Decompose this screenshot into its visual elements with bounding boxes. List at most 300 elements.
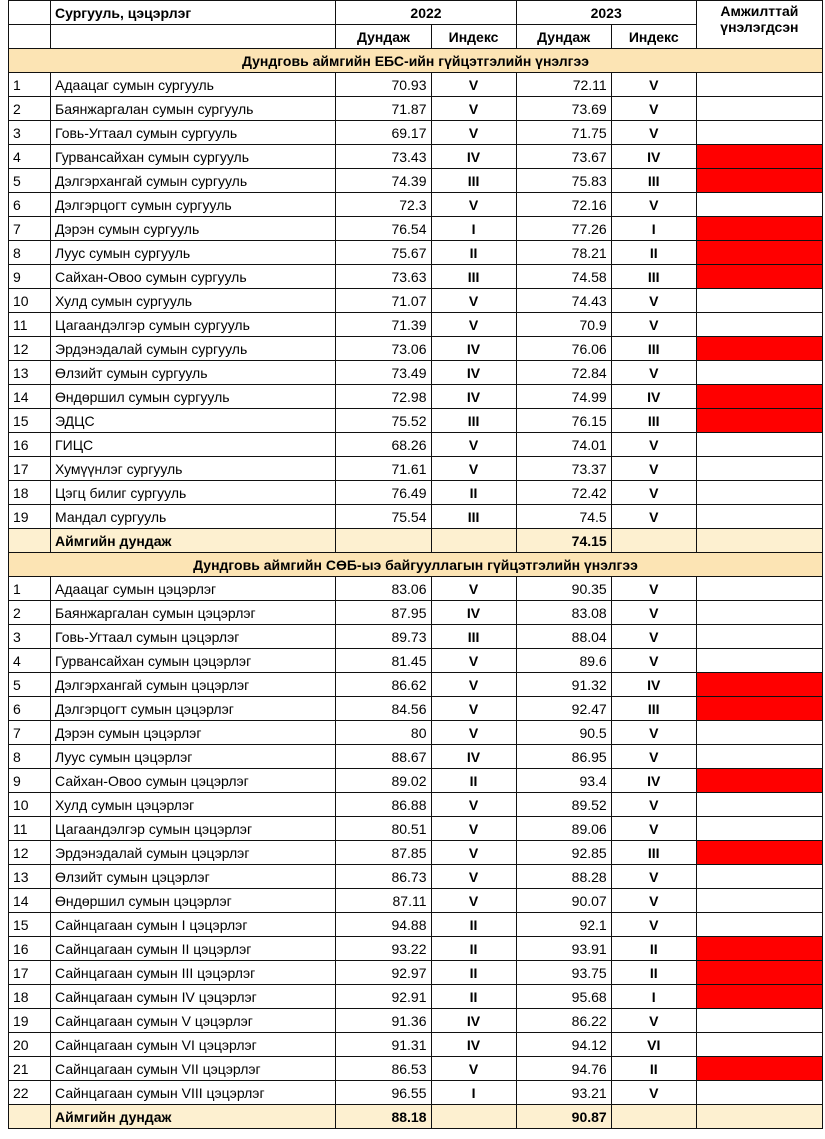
index-2022: III	[431, 625, 516, 649]
index-2023: II	[611, 937, 696, 961]
success-marker	[696, 145, 822, 169]
row-number: 15	[9, 409, 51, 433]
avg-2022: 93.22	[336, 937, 431, 961]
row-number: 22	[9, 1081, 51, 1105]
school-name: Баянжаргалан сумын сургууль	[51, 97, 336, 121]
avg-2023: 88.28	[516, 865, 611, 889]
row-number: 20	[9, 1033, 51, 1057]
row-number: 7	[9, 721, 51, 745]
index-2023: IV	[611, 145, 696, 169]
success-marker	[696, 409, 822, 433]
index-2023: V	[611, 481, 696, 505]
success-marker	[696, 1057, 822, 1081]
success-marker	[696, 97, 822, 121]
row-number: 19	[9, 505, 51, 529]
school-name: Хумүүнлэг сургууль	[51, 457, 336, 481]
row-number: 11	[9, 817, 51, 841]
row-number: 13	[9, 865, 51, 889]
avg-2022: 86.62	[336, 673, 431, 697]
header-empty-cell	[51, 25, 336, 49]
row-number: 15	[9, 913, 51, 937]
row-number: 19	[9, 1009, 51, 1033]
row-number: 10	[9, 289, 51, 313]
section-title: Дундговь аймгийн ЕБС-ийн гүйцэтгэлийн үнэлгээ	[9, 49, 823, 73]
index-2022: V	[431, 697, 516, 721]
school-name: Адаацаг сумын цэцэрлэг	[51, 577, 336, 601]
row-number: 8	[9, 745, 51, 769]
row-number: 16	[9, 433, 51, 457]
table-row	[9, 313, 823, 337]
row-number: 12	[9, 337, 51, 361]
avg-2022: 87.95	[336, 601, 431, 625]
row-number: 6	[9, 193, 51, 217]
avg-2023: 88.04	[516, 625, 611, 649]
avg-2022: 86.53	[336, 1057, 431, 1081]
school-name: Баянжаргалан сумын цэцэрлэг	[51, 601, 336, 625]
success-marker	[696, 601, 822, 625]
success-marker	[696, 673, 822, 697]
success-marker	[696, 457, 822, 481]
table-row	[9, 1081, 823, 1105]
aimag-average-row	[9, 529, 823, 553]
index-2023: V	[611, 913, 696, 937]
row-number: 4	[9, 649, 51, 673]
table-row	[9, 793, 823, 817]
success-marker	[696, 337, 822, 361]
avg-num-cell	[9, 529, 51, 553]
row-number: 9	[9, 265, 51, 289]
avg-2023: 76.06	[516, 337, 611, 361]
school-name: Хулд сумын цэцэрлэг	[51, 793, 336, 817]
table-row	[9, 433, 823, 457]
school-name: Сайнцагаан сумын I цэцэрлэг	[51, 913, 336, 937]
index-2023: V	[611, 1081, 696, 1105]
avg-success-cell	[696, 529, 822, 553]
school-name: Сайнцагаан сумын IV цэцэрлэг	[51, 985, 336, 1009]
table-row	[9, 625, 823, 649]
avg-2022: 71.61	[336, 457, 431, 481]
index-2022: V	[431, 457, 516, 481]
row-number: 18	[9, 481, 51, 505]
school-name: Өндөршил сумын цэцэрлэг	[51, 889, 336, 913]
index-2022: V	[431, 889, 516, 913]
index-2023: III	[611, 337, 696, 361]
avg-2022: 88.67	[336, 745, 431, 769]
index-2023: V	[611, 193, 696, 217]
index-2022: V	[431, 577, 516, 601]
table-row	[9, 697, 823, 721]
avg-2023: 73.37	[516, 457, 611, 481]
avg-2023: 93.4	[516, 769, 611, 793]
avg-2022: 86.88	[336, 793, 431, 817]
index-2022: II	[431, 241, 516, 265]
index-2023: II	[611, 961, 696, 985]
success-marker	[696, 913, 822, 937]
index-2022: II	[431, 769, 516, 793]
success-marker	[696, 745, 822, 769]
index-2022: V	[431, 793, 516, 817]
row-number: 1	[9, 577, 51, 601]
avg-2022: 86.73	[336, 865, 431, 889]
index-2022: V	[431, 673, 516, 697]
header-row-years	[9, 1, 823, 25]
avg-2023: 71.75	[516, 121, 611, 145]
index-2022: V	[431, 721, 516, 745]
table-row	[9, 97, 823, 121]
table-row	[9, 889, 823, 913]
avg-label: Аймгийн дундаж	[51, 529, 336, 553]
row-number: 17	[9, 961, 51, 985]
table-row	[9, 577, 823, 601]
index-2023: IV	[611, 769, 696, 793]
school-name: Цагаандэлгэр сумын цэцэрлэг	[51, 817, 336, 841]
avg-2023: 74.99	[516, 385, 611, 409]
row-number: 21	[9, 1057, 51, 1081]
index-2022: IV	[431, 745, 516, 769]
header-year-2022: 2022	[336, 1, 516, 25]
index-2023: V	[611, 1009, 696, 1033]
table-row	[9, 865, 823, 889]
school-name: Цагаандэлгэр сумын сургууль	[51, 313, 336, 337]
avg-2023: 92.47	[516, 697, 611, 721]
school-name: Гурвансайхан сумын сургууль	[51, 145, 336, 169]
avg-2023: 72.84	[516, 361, 611, 385]
index-2022: V	[431, 193, 516, 217]
school-name: Дэлгэрхангай сумын цэцэрлэг	[51, 673, 336, 697]
avg-2023: 74.5	[516, 505, 611, 529]
table-row	[9, 169, 823, 193]
table-row	[9, 721, 823, 745]
school-name: Луус сумын сургууль	[51, 241, 336, 265]
avg-2022: 75.67	[336, 241, 431, 265]
success-marker	[696, 265, 822, 289]
avg-2022: 89.73	[336, 625, 431, 649]
avg-total-2023: 90.87	[516, 1105, 611, 1129]
avg-2022: 72.3	[336, 193, 431, 217]
school-name: Сайнцагаан сумын VIII цэцэрлэг	[51, 1081, 336, 1105]
index-2022: V	[431, 121, 516, 145]
avg-2023: 74.58	[516, 265, 611, 289]
avg-2022: 73.06	[336, 337, 431, 361]
row-number: 11	[9, 313, 51, 337]
avg-2023: 72.16	[516, 193, 611, 217]
avg-2022: 81.45	[336, 649, 431, 673]
avg-2023: 77.26	[516, 217, 611, 241]
success-marker	[696, 697, 822, 721]
table-row	[9, 1009, 823, 1033]
success-marker	[696, 577, 822, 601]
avg-2022: 94.88	[336, 913, 431, 937]
avg-2022: 91.31	[336, 1033, 431, 1057]
avg-success-cell	[696, 1105, 822, 1129]
index-2023: IV	[611, 385, 696, 409]
index-2023: III	[611, 697, 696, 721]
school-name: Өлзийт сумын цэцэрлэг	[51, 865, 336, 889]
success-marker	[696, 721, 822, 745]
avg-2023: 91.32	[516, 673, 611, 697]
index-2022: IV	[431, 1009, 516, 1033]
table-row	[9, 241, 823, 265]
row-number: 16	[9, 937, 51, 961]
avg-2022: 80	[336, 721, 431, 745]
table-row	[9, 217, 823, 241]
success-marker	[696, 625, 822, 649]
index-2023: III	[611, 841, 696, 865]
table-row	[9, 769, 823, 793]
index-2022: II	[431, 961, 516, 985]
index-2023: V	[611, 889, 696, 913]
school-name: Цэгц билиг сургууль	[51, 481, 336, 505]
index-2022: IV	[431, 337, 516, 361]
index-2023: II	[611, 241, 696, 265]
table-row	[9, 649, 823, 673]
school-name: Говь-Угтаал сумын цэцэрлэг	[51, 625, 336, 649]
section-header-row	[9, 49, 823, 73]
school-name: Сайхан-Овоо сумын сургууль	[51, 265, 336, 289]
success-marker	[696, 1081, 822, 1105]
table-row	[9, 121, 823, 145]
success-marker	[696, 193, 822, 217]
index-2023: III	[611, 409, 696, 433]
index-2023: III	[611, 265, 696, 289]
school-name: Дэрэн сумын сургууль	[51, 217, 336, 241]
index-2022: IV	[431, 361, 516, 385]
header-index-2022: Индекс	[431, 25, 516, 49]
table-row	[9, 385, 823, 409]
success-marker	[696, 313, 822, 337]
row-number: 1	[9, 73, 51, 97]
avg-2023: 93.75	[516, 961, 611, 985]
index-2022: V	[431, 817, 516, 841]
table-row	[9, 937, 823, 961]
avg-total-2022: 88.18	[336, 1105, 431, 1129]
table-row	[9, 505, 823, 529]
row-number: 13	[9, 361, 51, 385]
avg-2023: 86.95	[516, 745, 611, 769]
row-number: 6	[9, 697, 51, 721]
avg-2022: 87.85	[336, 841, 431, 865]
avg-total-2023: 74.15	[516, 529, 611, 553]
avg-2022: 73.63	[336, 265, 431, 289]
avg-2023: 89.6	[516, 649, 611, 673]
success-marker	[696, 793, 822, 817]
index-2022: V	[431, 289, 516, 313]
index-2022: III	[431, 169, 516, 193]
index-2023: II	[611, 1057, 696, 1081]
index-2023: V	[611, 289, 696, 313]
avg-2023: 95.68	[516, 985, 611, 1009]
table-row	[9, 745, 823, 769]
avg-2022: 73.49	[336, 361, 431, 385]
row-number: 4	[9, 145, 51, 169]
header-empty-cell	[9, 25, 51, 49]
row-number: 17	[9, 457, 51, 481]
index-2023: V	[611, 121, 696, 145]
school-name: Өлзийт сумын сургууль	[51, 361, 336, 385]
success-marker	[696, 937, 822, 961]
success-marker	[696, 961, 822, 985]
header-avg-2022: Дундаж	[336, 25, 431, 49]
index-2022: I	[431, 1081, 516, 1105]
index-2022: V	[431, 1057, 516, 1081]
index-2023: V	[611, 433, 696, 457]
header-index-2023: Индекс	[611, 25, 696, 49]
avg-2023: 92.1	[516, 913, 611, 937]
index-2022: IV	[431, 145, 516, 169]
avg-2023: 73.69	[516, 97, 611, 121]
index-2023: I	[611, 217, 696, 241]
row-number: 2	[9, 601, 51, 625]
avg-2022: 91.36	[336, 1009, 431, 1033]
index-2023: V	[611, 73, 696, 97]
school-name: Мандал сургууль	[51, 505, 336, 529]
row-number: 12	[9, 841, 51, 865]
success-marker	[696, 817, 822, 841]
table-row	[9, 601, 823, 625]
school-name: ЭДЦС	[51, 409, 336, 433]
avg-2022: 83.06	[336, 577, 431, 601]
avg-2022: 89.02	[336, 769, 431, 793]
index-2022: IV	[431, 601, 516, 625]
avg-index-2023	[611, 1105, 696, 1129]
table-row	[9, 289, 823, 313]
aimag-average-row	[9, 1105, 823, 1129]
table-row	[9, 817, 823, 841]
avg-2022: 69.17	[336, 121, 431, 145]
avg-2023: 72.11	[516, 73, 611, 97]
table-row	[9, 1057, 823, 1081]
row-number: 9	[9, 769, 51, 793]
index-2023: V	[611, 865, 696, 889]
index-2022: V	[431, 841, 516, 865]
avg-2023: 78.21	[516, 241, 611, 265]
index-2023: V	[611, 505, 696, 529]
table-row	[9, 841, 823, 865]
avg-2022: 71.07	[336, 289, 431, 313]
avg-2022: 84.56	[336, 697, 431, 721]
avg-2023: 73.67	[516, 145, 611, 169]
school-name: Сайнцагаан сумын III цэцэрлэг	[51, 961, 336, 985]
success-marker	[696, 169, 822, 193]
index-2022: V	[431, 313, 516, 337]
success-marker	[696, 1009, 822, 1033]
success-marker	[696, 433, 822, 457]
school-name: Эрдэнэдалай сумын цэцэрлэг	[51, 841, 336, 865]
row-number: 3	[9, 121, 51, 145]
avg-2023: 90.35	[516, 577, 611, 601]
success-marker	[696, 769, 822, 793]
header-num-cell	[9, 1, 51, 25]
success-marker	[696, 217, 822, 241]
row-number: 5	[9, 673, 51, 697]
avg-2022: 72.98	[336, 385, 431, 409]
avg-2023: 89.52	[516, 793, 611, 817]
row-number: 3	[9, 625, 51, 649]
table-row	[9, 409, 823, 433]
school-name: Дэлгэрцогт сумын цэцэрлэг	[51, 697, 336, 721]
avg-2023: 94.12	[516, 1033, 611, 1057]
school-name: Луус сумын цэцэрлэг	[51, 745, 336, 769]
avg-2022: 92.91	[336, 985, 431, 1009]
avg-2023: 74.43	[516, 289, 611, 313]
avg-2022: 76.49	[336, 481, 431, 505]
evaluation-table	[8, 0, 823, 1129]
index-2022: II	[431, 937, 516, 961]
avg-index-2022	[431, 1105, 516, 1129]
avg-2022: 87.11	[336, 889, 431, 913]
success-marker	[696, 289, 822, 313]
success-marker	[696, 649, 822, 673]
school-name: Дэлгэрцогт сумын сургууль	[51, 193, 336, 217]
avg-2023: 74.01	[516, 433, 611, 457]
index-2023: V	[611, 793, 696, 817]
success-marker	[696, 73, 822, 97]
index-2023: I	[611, 985, 696, 1009]
table-row	[9, 145, 823, 169]
avg-2023: 83.08	[516, 601, 611, 625]
avg-2023: 94.76	[516, 1057, 611, 1081]
avg-2022: 75.54	[336, 505, 431, 529]
avg-2022: 68.26	[336, 433, 431, 457]
school-name: Хулд сумын сургууль	[51, 289, 336, 313]
table-row	[9, 673, 823, 697]
school-name: Сайнцагаан сумын V цэцэрлэг	[51, 1009, 336, 1033]
school-name: Сайнцагаан сумын II цэцэрлэг	[51, 937, 336, 961]
table-row	[9, 73, 823, 97]
success-marker	[696, 865, 822, 889]
school-name: Сайнцагаан сумын VII цэцэрлэг	[51, 1057, 336, 1081]
table-row	[9, 265, 823, 289]
index-2022: III	[431, 505, 516, 529]
school-name: Говь-Угтаал сумын сургууль	[51, 121, 336, 145]
success-marker	[696, 481, 822, 505]
avg-2022: 70.93	[336, 73, 431, 97]
avg-2022: 71.87	[336, 97, 431, 121]
row-number: 7	[9, 217, 51, 241]
success-marker	[696, 985, 822, 1009]
table-row	[9, 361, 823, 385]
avg-2023: 75.83	[516, 169, 611, 193]
success-marker	[696, 889, 822, 913]
row-number: 8	[9, 241, 51, 265]
index-2023: VI	[611, 1033, 696, 1057]
index-2023: V	[611, 577, 696, 601]
row-number: 5	[9, 169, 51, 193]
avg-2022: 76.54	[336, 217, 431, 241]
school-name: ГИЦС	[51, 433, 336, 457]
table-row	[9, 913, 823, 937]
avg-2023: 72.42	[516, 481, 611, 505]
avg-2023: 86.22	[516, 1009, 611, 1033]
avg-2022: 73.43	[336, 145, 431, 169]
avg-2023: 90.5	[516, 721, 611, 745]
index-2023: V	[611, 361, 696, 385]
avg-2023: 92.85	[516, 841, 611, 865]
success-marker	[696, 505, 822, 529]
row-number: 14	[9, 889, 51, 913]
success-marker	[696, 121, 822, 145]
table-row	[9, 1033, 823, 1057]
table-row	[9, 985, 823, 1009]
avg-2023: 89.06	[516, 817, 611, 841]
index-2022: V	[431, 97, 516, 121]
section-title: Дундговь аймгийн СӨБ-ыэ байгууллагын гүйцэтгэлийн үнэлгээ	[9, 553, 823, 577]
avg-index-2022	[431, 529, 516, 553]
avg-2022: 92.97	[336, 961, 431, 985]
avg-2022: 74.39	[336, 169, 431, 193]
row-number: 18	[9, 985, 51, 1009]
table-row	[9, 337, 823, 361]
